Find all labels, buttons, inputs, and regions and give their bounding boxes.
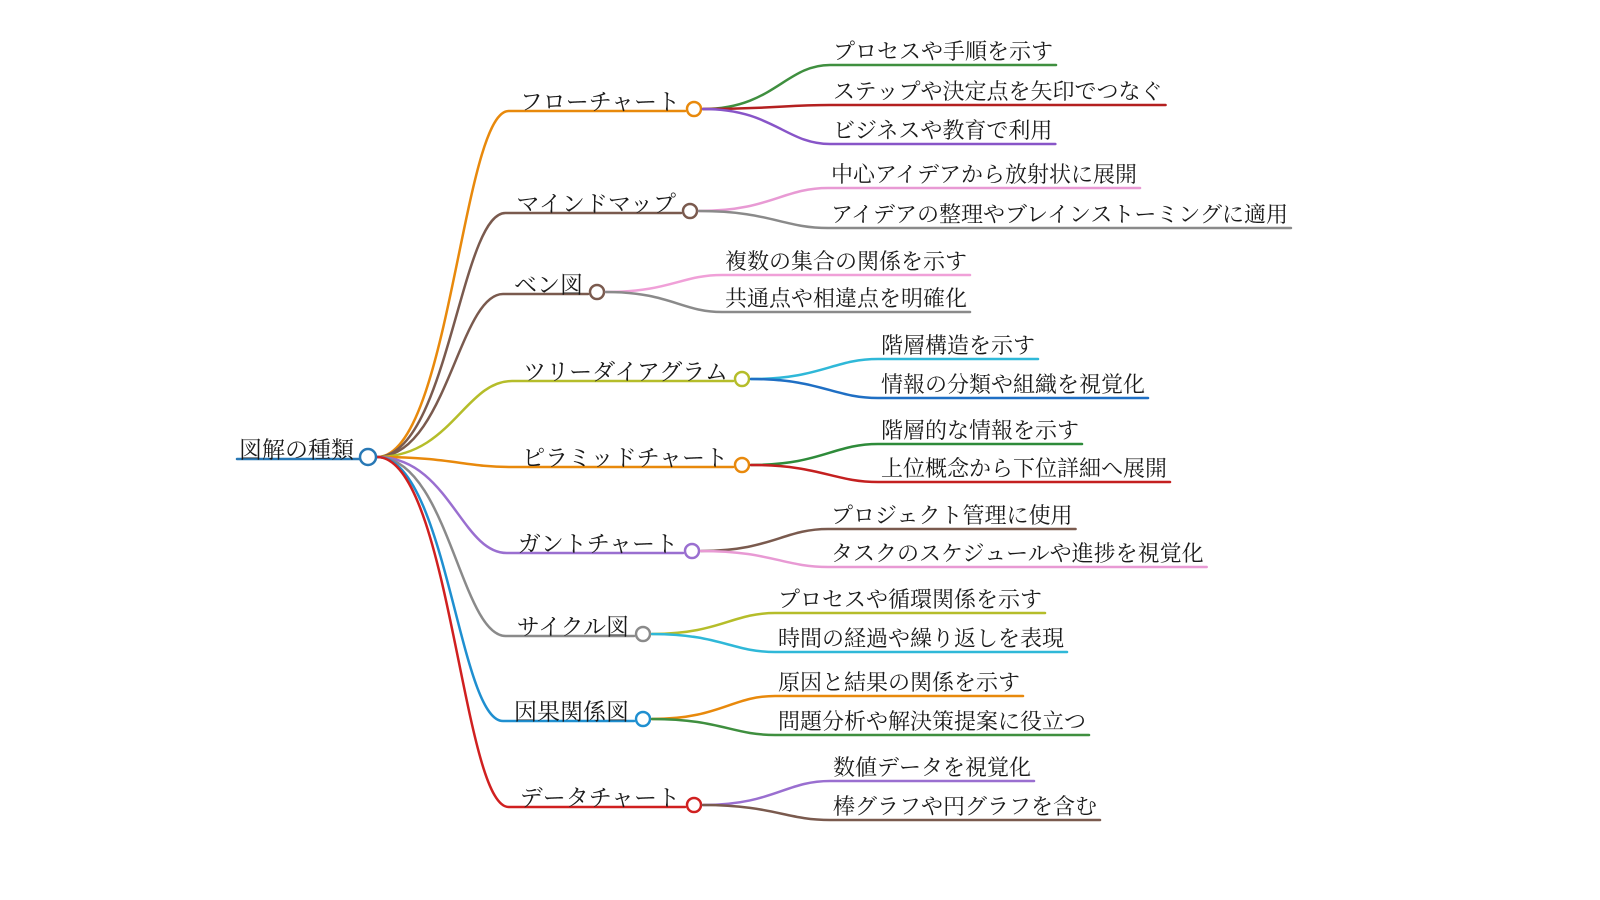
node-circle-icon[interactable] [687,102,701,116]
leaf-node-label[interactable]: 時間の経過や繰り返しを表現 [778,626,1065,651]
leaf-node-label[interactable]: プロセスや循環関係を示す [778,587,1043,612]
leaf-node-label[interactable]: 問題分析や解決策提案に役立つ [778,709,1087,734]
branch-node-label[interactable]: ピラミッドチャート [522,444,728,471]
branch-node-label[interactable]: ツリーダイアグラム [523,358,728,385]
leaf-node-label[interactable]: 情報の分類や組織を視覚化 [881,372,1146,397]
node-circle-icon[interactable] [590,285,604,299]
leaf-node-label[interactable]: プロジェクト管理に使用 [831,503,1073,528]
node-circle-icon[interactable] [360,449,376,465]
leaf-node-label[interactable]: ビジネスや教育で利用 [833,118,1053,143]
branch-node-label[interactable]: 因果関係図 [514,698,629,725]
branch-node-label[interactable]: マインドマップ [516,190,676,217]
node-circle-icon[interactable] [687,798,701,812]
leaf-node-label[interactable]: 数値データを視覚化 [833,755,1032,780]
leaf-node-label[interactable]: 上位概念から下位詳細へ展開 [881,456,1168,481]
leaf-node-label[interactable]: 棒グラフや円グラフを含む [833,794,1098,819]
node-circle-icon[interactable] [735,372,749,386]
leaf-node-label[interactable]: 階層構造を示す [881,333,1036,358]
node-circle-icon[interactable] [685,544,699,558]
leaf-node-label[interactable]: アイデアの整理やブレインストーミングに適用 [831,202,1288,227]
leaf-node-label[interactable]: 中心アイデアから放射状に展開 [831,162,1138,187]
root-node-label[interactable]: 図解の種類 [239,436,354,463]
node-circle-icon[interactable] [636,712,650,726]
branch-node-label[interactable]: フローチャート [519,88,680,115]
branch-node-label[interactable]: ベン図 [514,271,583,298]
node-circle-icon[interactable] [683,204,697,218]
leaf-node-label[interactable]: 共通点や相違点を明確化 [725,286,968,311]
leaf-node-label[interactable]: プロセスや手順を示す [833,39,1054,64]
leaf-node-label[interactable]: 複数の集合の関係を示す [725,249,968,274]
leaf-node-label[interactable]: 階層的な情報を示す [881,418,1080,443]
branch-node-label[interactable]: サイクル図 [516,613,629,640]
leaf-node-label[interactable]: タスクのスケジュールや進捗を視覚化 [831,541,1204,566]
connector-line [377,213,681,457]
branch-node-label[interactable]: ガントチャート [517,530,678,557]
leaf-node-label[interactable]: ステップや決定点を矢印でつなぐ [833,79,1163,104]
node-circle-icon[interactable] [636,627,650,641]
node-circle-icon[interactable] [735,458,749,472]
leaf-node-label[interactable]: 原因と結果の関係を示す [778,670,1021,695]
branch-node-label[interactable]: データチャート [519,784,680,811]
connector-line [703,105,1166,109]
